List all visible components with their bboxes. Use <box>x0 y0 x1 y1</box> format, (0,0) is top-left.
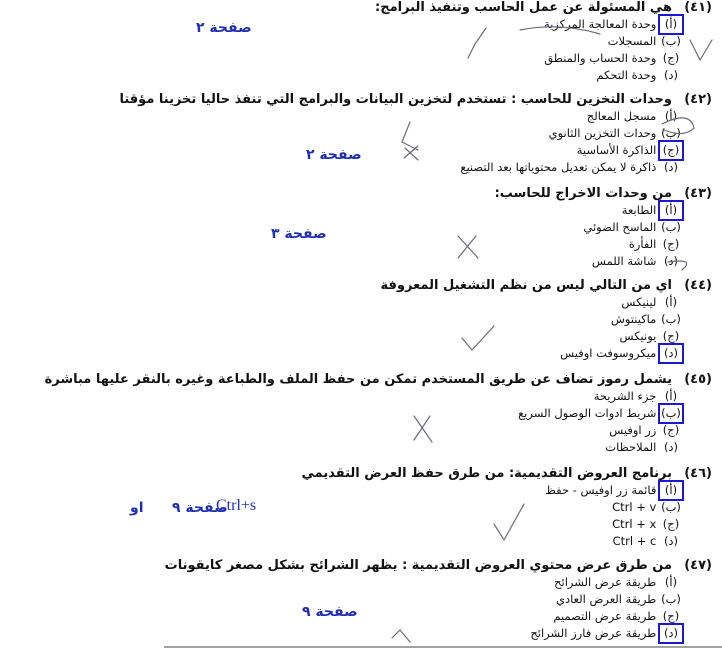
question-44 <box>152 278 712 362</box>
option-a: (أ) جزء الشريحة <box>593 389 678 403</box>
option-c: (ج) وحدة الحساب والمنطق <box>544 51 680 65</box>
question-text: من وحدات الاخراج للحاسب: <box>494 186 672 201</box>
option-a: (أ) قائمة زر اوفيس - حفظ <box>152 482 682 499</box>
option-a: (أ) الطابعة <box>152 202 682 219</box>
question-45 <box>44 372 712 456</box>
option-c: (ج) Ctrl + x <box>612 517 680 531</box>
question-42 <box>119 92 712 176</box>
page-note: صفحة ٢ <box>306 147 362 163</box>
option-d: (د) ذاكرة لا يمكن تعديل محتوياتها بعد التصنيع <box>460 160 679 174</box>
option-c: (ج) الذاكرة الأساسية <box>152 142 682 159</box>
question-number: (٤٥) <box>684 372 712 387</box>
question-text: اي من التالي ليس من نظم التشغيل المعروفة <box>380 278 672 293</box>
option-a: (أ) لينيكس <box>621 295 678 309</box>
option-b: (ب) Ctrl + v <box>612 500 681 514</box>
page-note: صفحة ٢ <box>196 20 252 36</box>
option-b: (ب) ماكينتوش <box>610 312 681 326</box>
option-a: (أ) مسجل المعالج <box>586 109 678 123</box>
question-number: (٤٢) <box>684 92 712 107</box>
option-d: (د) شاشة اللمس <box>591 254 679 268</box>
option-a: (أ) وحدة المعالجة المركزية <box>152 16 682 33</box>
shortcut-note: Ctrl+s <box>216 497 257 514</box>
option-b: (ب) وحدات التخزين الثانوي <box>548 126 681 140</box>
option-d: (د) الملاحظات <box>605 440 679 454</box>
question-text: هي المسئولة عن عمل الحاسب وتنفيذ البرامج: <box>375 0 672 15</box>
option-d: (د) Ctrl + c <box>612 534 679 548</box>
question-text: من طرق عرض محتوي العروض التقديمية : يظهر الشرائح بشكل مصغر كايقونات <box>164 558 672 573</box>
option-c: (ج) الفأرة <box>628 237 680 251</box>
option-c: (ج) طريقة عرض التصميم <box>553 609 680 623</box>
question-43 <box>152 186 712 270</box>
option-b: (ب) الماسح الضوئي <box>583 220 681 234</box>
option-b: (ب) طريقة العرض العادي <box>555 592 681 606</box>
page-note: صفحة ٩ <box>302 604 358 620</box>
option-d: (د) وحدة التحكم <box>596 68 679 82</box>
question-41 <box>152 0 712 84</box>
question-text: يشمل رموز تضاف عن طريق المستخدم تمكن من حفظ الملف والطباعة وغيره بالنقر عليها مباشرة <box>44 372 672 387</box>
option-a: (أ) طريقة عرض الشرائح <box>554 575 678 589</box>
option-c: (ج) يونيكس <box>619 329 680 343</box>
option-d: (د) طريقة عرض فارز الشرائح <box>152 625 682 642</box>
question-text: وحدات التخزين للحاسب : تستخدم لتخزين البيانات والبرامج التي تنفذ حاليا تخزينا مؤقتا <box>119 92 672 107</box>
option-b: (ب) المسجلات <box>607 34 681 48</box>
question-number: (٤١) <box>684 0 712 15</box>
question-text: برنامج العروض التقديمية: من طرق حفظ العرض التقديمي <box>301 466 672 481</box>
question-number: (٤٧) <box>684 558 712 573</box>
option-d: (د) ميكروسوفت اوفيس <box>152 345 682 362</box>
option-c: (ج) زر اوفيس <box>609 423 680 437</box>
option-b: (ب) شريط ادوات الوصول السريع <box>518 406 681 420</box>
question-number: (٤٦) <box>684 466 712 481</box>
page-note: صفحة ٣ <box>271 226 327 242</box>
page-note: صفحة ٩ <box>172 500 228 516</box>
question-number: (٤٣) <box>684 186 712 201</box>
question-number: (٤٤) <box>684 278 712 293</box>
question-47 <box>152 558 712 642</box>
or-note: او <box>130 500 144 516</box>
